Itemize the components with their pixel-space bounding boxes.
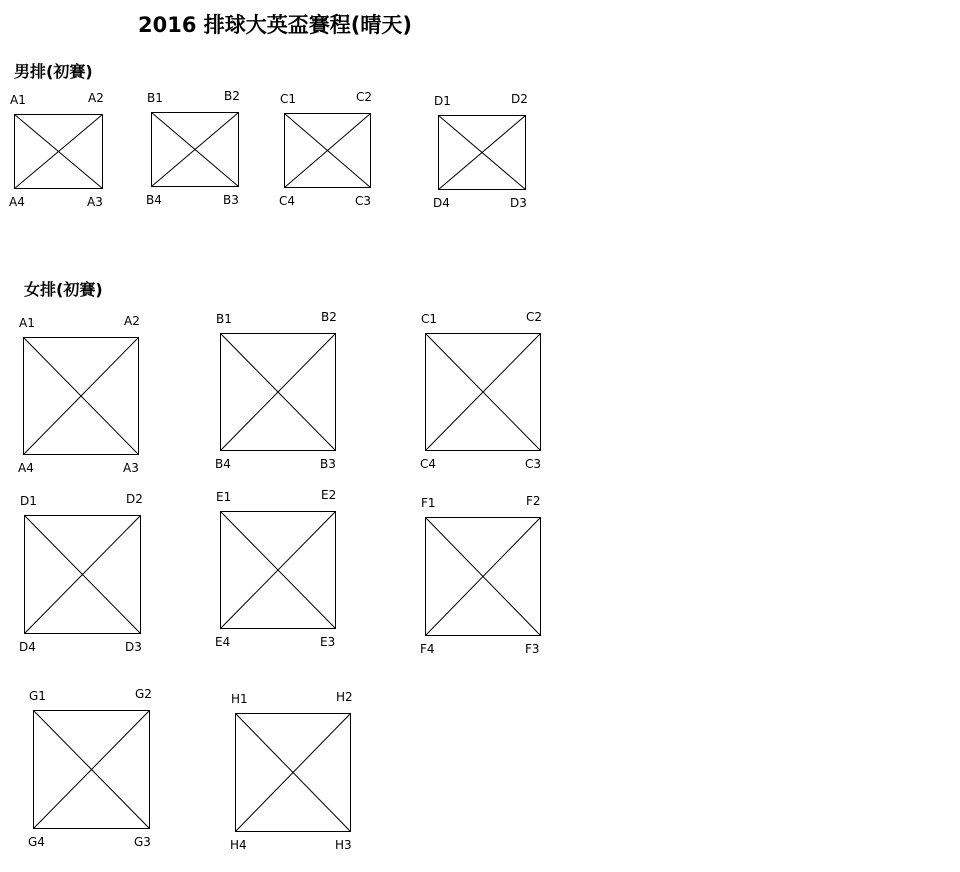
corner-label-2: H2 — [336, 690, 353, 704]
corner-label-2: B2 — [321, 310, 337, 324]
women-section-title: 女排(初賽) — [24, 280, 103, 299]
men-group-b — [146, 89, 240, 207]
corner-label-3: B3 — [320, 457, 336, 471]
corner-label-3: C3 — [525, 457, 542, 471]
matchup-box — [24, 515, 141, 634]
matchup-box — [220, 511, 336, 629]
women-group-f — [420, 494, 541, 656]
corner-label-2: D2 — [511, 92, 528, 106]
corner-label-2: B2 — [224, 89, 240, 103]
matchup-box — [33, 710, 150, 829]
matchup-box — [220, 333, 336, 451]
corner-label-3: B3 — [223, 193, 239, 207]
corner-label-2: A2 — [124, 314, 140, 328]
corner-label-2: A2 — [88, 91, 104, 105]
corner-label-4: H4 — [230, 838, 247, 852]
men-group-d — [433, 92, 528, 210]
corner-label-4: G4 — [28, 835, 45, 849]
women-group-c — [420, 310, 543, 471]
matchup-box — [438, 115, 526, 190]
matchup-box — [235, 713, 351, 832]
corner-label-2: C2 — [526, 310, 543, 324]
corner-label-2: D2 — [126, 492, 143, 506]
corner-label-3: F3 — [525, 642, 540, 656]
corner-label-4: C4 — [279, 194, 296, 208]
matchup-box — [425, 517, 541, 636]
corner-label-3: A3 — [123, 461, 139, 475]
matchup-box — [14, 114, 103, 189]
page-title: 2016 排球大英盃賽程(晴天) — [138, 13, 412, 37]
corner-label-1: A1 — [10, 93, 26, 107]
corner-label-3: C3 — [355, 194, 372, 208]
corner-label-1: D1 — [434, 94, 451, 108]
corner-label-3: E3 — [320, 635, 336, 649]
corner-label-4: B4 — [215, 457, 231, 471]
corner-label-4: E4 — [215, 635, 231, 649]
corner-label-4: B4 — [146, 193, 162, 207]
corner-label-2: C2 — [356, 90, 373, 104]
corner-label-1: E1 — [216, 490, 232, 504]
corner-label-1: B1 — [147, 91, 163, 105]
corner-label-1: C1 — [421, 312, 438, 326]
corner-label-1: B1 — [216, 312, 232, 326]
corner-label-3: D3 — [510, 196, 527, 210]
corner-label-1: A1 — [19, 316, 35, 330]
corner-label-4: D4 — [433, 196, 450, 210]
women-group-g — [28, 687, 152, 849]
men-group-c — [279, 90, 373, 208]
men-group-a — [9, 91, 104, 209]
matchup-box — [284, 113, 371, 188]
matchup-box — [23, 337, 139, 455]
corner-label-2: G2 — [135, 687, 152, 701]
women-group-a — [18, 314, 140, 475]
corner-label-1: C1 — [280, 92, 297, 106]
corner-label-2: E2 — [321, 488, 337, 502]
women-group-h — [230, 690, 353, 852]
corner-label-1: G1 — [29, 689, 46, 703]
men-section-title: 男排(初賽) — [14, 62, 93, 81]
corner-label-4: F4 — [420, 642, 435, 656]
corner-label-4: D4 — [19, 640, 36, 654]
corner-label-3: A3 — [87, 195, 103, 209]
corner-label-1: F1 — [421, 496, 436, 510]
corner-label-4: C4 — [420, 457, 437, 471]
women-group-e — [215, 488, 337, 649]
corner-label-4: A4 — [9, 195, 25, 209]
corner-label-3: H3 — [335, 838, 352, 852]
corner-label-3: D3 — [125, 640, 142, 654]
corner-label-1: D1 — [20, 494, 37, 508]
matchup-box — [151, 112, 239, 187]
matchup-box — [425, 333, 541, 451]
corner-label-2: F2 — [526, 494, 541, 508]
corner-label-3: G3 — [134, 835, 151, 849]
corner-label-1: H1 — [231, 692, 248, 706]
women-group-b — [215, 310, 337, 471]
corner-label-4: A4 — [18, 461, 34, 475]
women-group-d — [19, 492, 143, 654]
